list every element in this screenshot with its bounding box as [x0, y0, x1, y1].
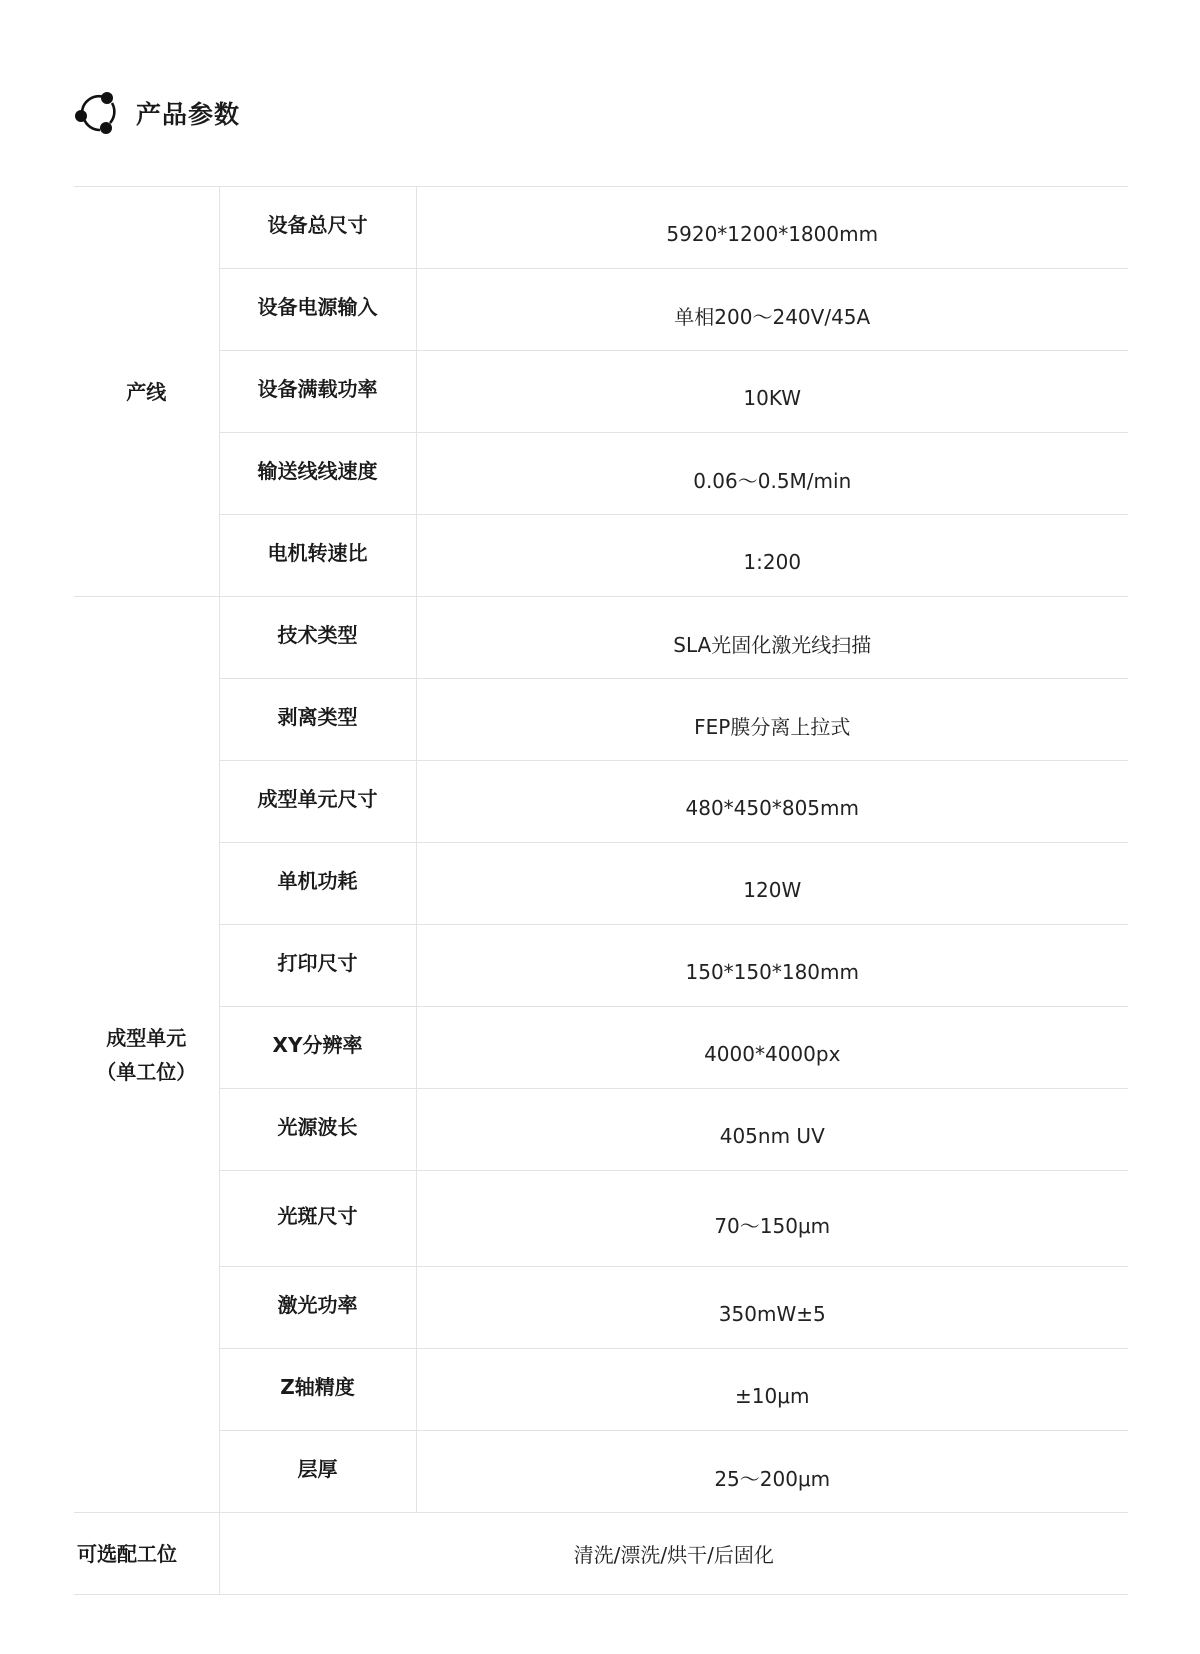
row-label-text: 技术类型: [277, 623, 358, 647]
table-row: [74, 515, 1128, 597]
table-row: [74, 187, 1128, 269]
row-value-text: FEP膜分离上拉式: [694, 715, 851, 739]
row-value: [416, 433, 1128, 515]
row-label-text: 打印尺寸: [277, 951, 358, 975]
row-value: [416, 351, 1128, 433]
row-label: [219, 433, 416, 515]
row-label-text: 光源波长: [277, 1115, 358, 1139]
row-label-text: 剥离类型: [277, 705, 358, 729]
row-value-text: 单相200～240V/45A: [674, 305, 871, 329]
table-row: [74, 1171, 1128, 1267]
table-row: [74, 1007, 1128, 1089]
row-value-text: 4000*4000px: [704, 1041, 841, 1066]
row-label-text: 成型单元尺寸: [257, 787, 378, 811]
row-value-text: 1:200: [743, 549, 802, 574]
row-label: [219, 187, 416, 269]
group-optional-text: 可选配工位: [77, 1541, 177, 1566]
row-value-text: 150*150*180mm: [685, 959, 859, 984]
table-row: [74, 1431, 1128, 1513]
row-value-text: SLA光固化激光线扫描: [673, 633, 872, 657]
group-line-text: 产线: [126, 379, 167, 404]
row-value-text: ±10μm: [735, 1383, 810, 1408]
table-row: [74, 1089, 1128, 1171]
table-row-optional: [74, 1513, 1128, 1595]
row-label: [219, 597, 416, 679]
row-value: [416, 761, 1128, 843]
table-row: [74, 269, 1128, 351]
row-label-text: 层厚: [297, 1457, 338, 1481]
row-label-text: 光斑尺寸: [277, 1204, 358, 1228]
row-label-text: 设备总尺寸: [267, 213, 368, 237]
network-icon: [74, 89, 122, 137]
row-label: [219, 351, 416, 433]
row-value: [416, 1267, 1128, 1349]
table-row: [74, 1267, 1128, 1349]
row-label: [219, 1089, 416, 1171]
table-row: [74, 351, 1128, 433]
table-row: [74, 843, 1128, 925]
row-value: [416, 1171, 1128, 1267]
row-value: [416, 1349, 1128, 1431]
row-value: [416, 269, 1128, 351]
table-row: [74, 433, 1128, 515]
table-row: [74, 597, 1128, 679]
table-row: [74, 925, 1128, 1007]
row-label: [219, 1267, 416, 1349]
row-label-text: 单机功耗: [277, 869, 358, 893]
row-value: [416, 925, 1128, 1007]
group-label-line: [74, 187, 219, 597]
row-label-text: 激光功率: [277, 1293, 358, 1317]
row-label: [219, 515, 416, 597]
row-value: [416, 679, 1128, 761]
row-value-text: 25～200μm: [714, 1467, 831, 1491]
spec-table: [74, 186, 1128, 1595]
row-label-text: 设备电源输入: [257, 295, 378, 319]
row-value-text: 0.06～0.5M/min: [693, 469, 852, 493]
group-unit-text: 成型单元: [106, 1025, 187, 1050]
row-value-text: 10KW: [743, 385, 802, 410]
row-value-text: 5920*1200*1800mm: [666, 221, 879, 246]
row-label: [219, 761, 416, 843]
row-label: [219, 679, 416, 761]
row-label-text: Z轴精度: [280, 1375, 355, 1399]
row-label-text: 输送线线速度: [257, 459, 378, 483]
table-row: [74, 679, 1128, 761]
row-value: [416, 1007, 1128, 1089]
row-label: [219, 1007, 416, 1089]
page-title: 产品参数: [136, 100, 241, 129]
row-value: [416, 1089, 1128, 1171]
optional-value: [219, 1513, 1128, 1595]
table-row: [74, 761, 1128, 843]
row-label: [219, 1349, 416, 1431]
table-row: [74, 1349, 1128, 1431]
row-label-text: 设备满载功率: [257, 377, 378, 401]
row-value-text: 120W: [743, 877, 802, 902]
group-label-optional: [74, 1513, 219, 1595]
row-value-text: 405nm UV: [719, 1123, 825, 1148]
row-value: [416, 843, 1128, 925]
row-value: [416, 515, 1128, 597]
row-value: [416, 1431, 1128, 1513]
row-label: [219, 843, 416, 925]
row-value: [416, 187, 1128, 269]
row-label: [219, 1171, 416, 1267]
group-unit-subtext: （单工位）: [96, 1059, 197, 1084]
row-label-text: XY分辨率: [272, 1033, 363, 1057]
row-value: [416, 597, 1128, 679]
row-label: [219, 1431, 416, 1513]
row-label: [219, 925, 416, 1007]
row-value-text: 480*450*805mm: [685, 795, 859, 820]
group-label-unit: [74, 597, 219, 1513]
optional-value-text: 清洗/漂洗/烘干/后固化: [573, 1543, 774, 1567]
row-label: [219, 269, 416, 351]
row-value-text: 70～150μm: [714, 1214, 831, 1238]
row-label-text: 电机转速比: [267, 541, 368, 565]
section-header: [74, 88, 240, 138]
row-value-text: 350mW±5: [718, 1301, 826, 1326]
